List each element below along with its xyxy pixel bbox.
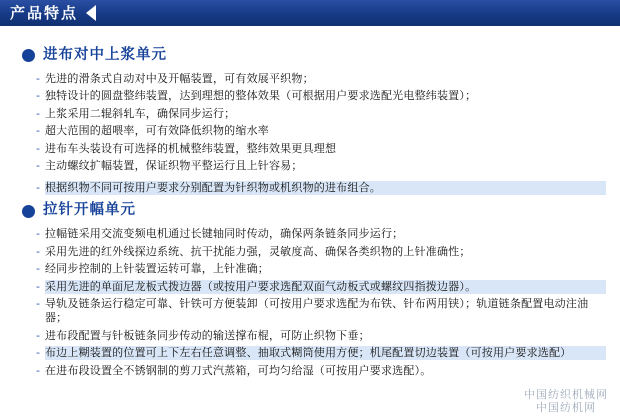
section-pinning-stretching-unit [14, 203, 606, 377]
dash-icon: - [36, 328, 40, 342]
section-title: 拉针开幅单元 [43, 202, 136, 219]
watermark [524, 388, 608, 414]
dash-icon: - [36, 159, 40, 173]
list-item-label: 布边上糊装置的位置可上下左右任意调整、抽取式糊筒使用方便；机尾配置切边装置（可按用户要求选配） [45, 346, 606, 360]
list-item-label: 经同步控制的上针装置运转可靠，上针准确； [44, 262, 269, 276]
list-item [36, 329, 606, 343]
list-item [36, 245, 606, 259]
dash-icon: - [36, 106, 40, 120]
section-heading [22, 48, 606, 64]
list-item-label: 拉幅链采用交流变频电机通过长键轴同时传动，确保两条链条同步运行； [44, 227, 404, 241]
watermark-line-2: 中国纺机网 [536, 401, 596, 414]
dash-icon: - [36, 181, 40, 195]
list-item-label: 上浆采用二辊斜轧车，确保同步运行； [44, 106, 236, 120]
dash-icon: - [36, 363, 40, 377]
list-item-label: 独特设计的圆盘整纬装置，达到理想的整体效果（可根据用户要求选配光电整纬装置）； [44, 89, 477, 103]
list-item-label: 超大范围的超喂率，可有效降低织物的缩水率 [44, 124, 269, 138]
watermark-line-1: 中国纺织机械网 [524, 388, 608, 401]
list-item [36, 89, 606, 103]
dash-icon: - [36, 124, 40, 138]
list-item [36, 124, 606, 138]
list-item [36, 346, 606, 360]
list-item-label: 进布段配置与针板链条同步传动的输送撑布棍，可防止织物下垂； [44, 328, 370, 342]
list-item-label: 进布车头装设有可选择的机械整纬装置，整纬效果更具理想 [44, 141, 337, 155]
section-heading [22, 203, 606, 219]
page-title: 产品特点 [10, 3, 79, 22]
section-intake-sizing-unit [14, 48, 606, 195]
list-item [36, 280, 606, 294]
list-item-label: 采用先进的红外线探边系统、抗干扰能力强，灵敏度高、确保各类织物的上针准确性； [44, 244, 471, 258]
list-item-label: 先进的滑条式自动对中及开幅装置，可有效展平织物； [44, 71, 314, 85]
dash-icon: - [36, 279, 40, 293]
dash-icon: - [36, 244, 40, 258]
list-item [36, 72, 606, 86]
feature-list [14, 227, 606, 378]
list-item [36, 262, 606, 276]
dash-icon: - [36, 262, 40, 276]
list-item-label: 在进布段设置全不锈钢制的剪刀式汽蒸箱，可均匀给湿（可按用户要求选配）。 [44, 363, 432, 377]
list-item-label: 导轨及链条运行稳定可靠、针铁可方便装卸（可按用户要求选配为布铁、针布两用铗）；轨道链条配置电动注油器； [44, 297, 589, 325]
feature-list [14, 72, 606, 196]
triangle-right-icon [86, 5, 96, 21]
filled-circle-icon [22, 49, 35, 62]
dash-icon: - [36, 71, 40, 85]
filled-circle-icon [22, 205, 35, 218]
dash-icon: - [36, 227, 40, 241]
section-title: 进布对中上浆单元 [43, 47, 167, 63]
dash-icon: - [36, 141, 40, 155]
list-item-note [36, 181, 606, 195]
list-item [36, 159, 606, 173]
dash-icon: - [36, 346, 40, 360]
content-area [0, 26, 620, 378]
list-item-label: 采用先进的单面尼龙板式拨边器（或按用户要求选配双面气动板式或螺纹四指拨边器）。 [45, 280, 606, 294]
list-item-label: 根据织物不同可按用户要求分别配置为针织物或机织物的进布组合。 [45, 181, 606, 195]
list-item-label: 主动螺纹扩幅装置，保证织物平整运行且上针容易； [44, 159, 303, 173]
list-item [36, 107, 606, 121]
list-item [36, 364, 606, 378]
list-item [36, 227, 606, 241]
list-item [36, 142, 606, 156]
dash-icon: - [36, 89, 40, 103]
header-banner [0, 0, 620, 26]
dash-icon: - [36, 297, 40, 311]
list-item [36, 297, 606, 325]
